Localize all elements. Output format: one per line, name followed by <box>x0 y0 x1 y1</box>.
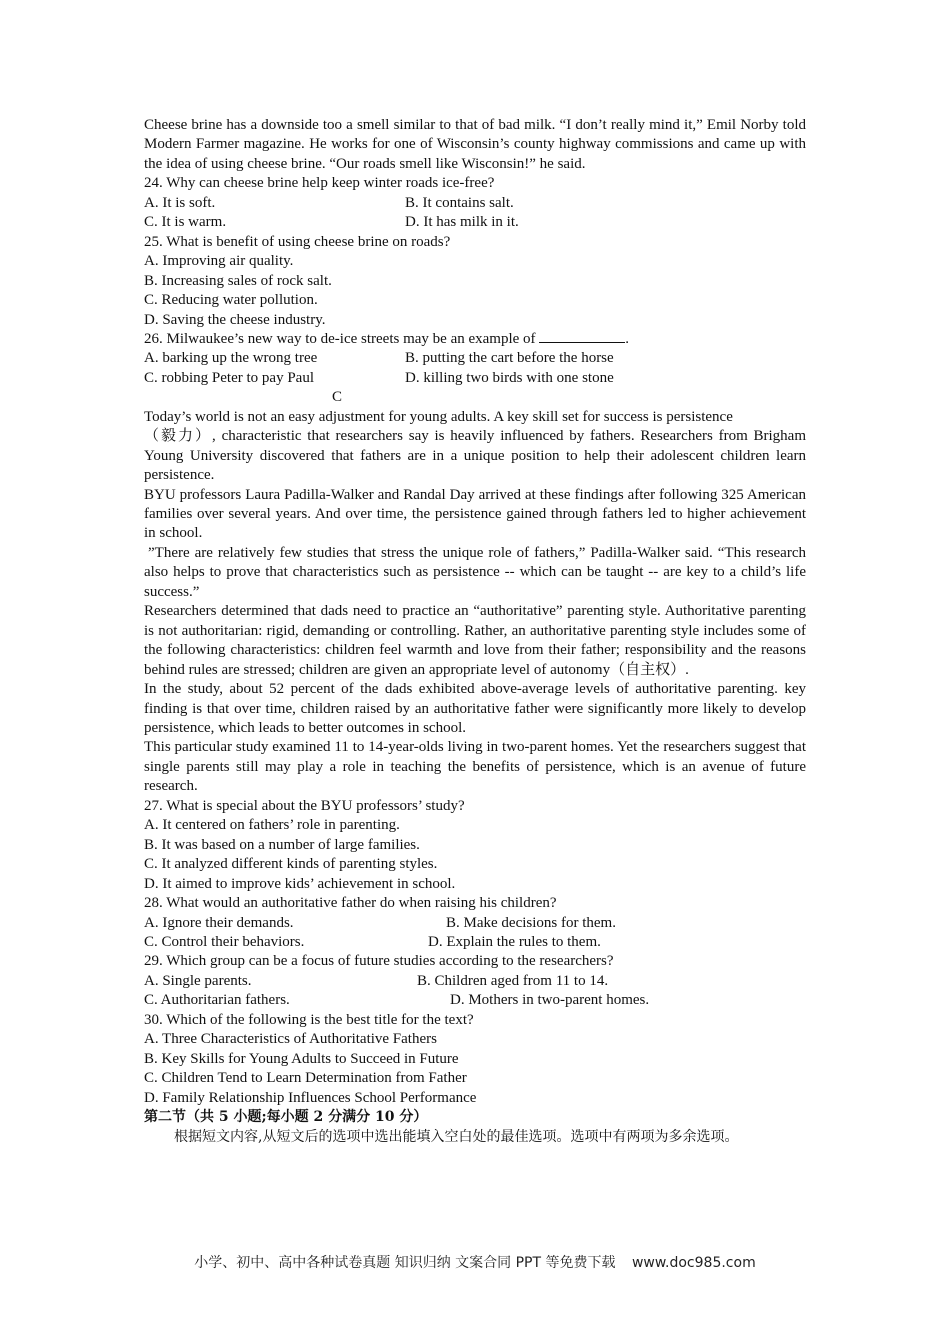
question-29-option-a: A. Single parents. <box>144 972 252 989</box>
question-26-stem <box>144 330 806 349</box>
question-27-option-c: C. It analyzed different kinds of parenting styles. <box>144 856 438 873</box>
question-29-option-b: B. Children aged from 11 to 14. <box>417 972 609 989</box>
passage-c-paragraph-4: Researchers determined that dads need to practice an “authoritative” parenting style. Authoritative parenting is not authoritarian: rigid, demanding or controlling. Rather, an authoritative parenting style includes some of the following characteristics: children feel warmth and love from their father; responsibility and the reasons behind rules are stressed; children are given an appropriate level of autonomy（自主权）. <box>144 603 806 678</box>
question-29-options-row2 <box>144 991 806 1010</box>
question-25-stem: 25. What is benefit of using cheese brine on roads? <box>144 233 451 250</box>
passage-c-paragraph-5: In the study, about 52 percent of the dads exhibited above-average levels of authoritative parenting. key finding is that over time, children raised by an authoritative father were significantly more likely to develop persistence, which leads to better outcomes in school. <box>144 681 806 736</box>
footer-url[interactable]: www.doc985.com <box>631 1255 756 1271</box>
section-two-title: 第二节（共 5 小题;每小题 2 分满分 10 分） <box>144 1108 428 1125</box>
question-27-option-b: B. It was based on a number of large families. <box>144 836 420 853</box>
question-26-option-a: A. barking up the wrong tree <box>144 350 318 367</box>
question-28-options-row2 <box>144 933 806 952</box>
question-25-option-d: D. Saving the cheese industry. <box>144 311 326 328</box>
question-30-option-b: B. Key Skills for Young Adults to Succeed in Future <box>144 1050 459 1067</box>
question-24-options-row1 <box>144 194 806 213</box>
question-28-option-b: B. Make decisions for them. <box>446 914 616 931</box>
question-26-stem-text: 26. Milwaukee’s new way to de-ice streets may be an example of <box>144 330 536 347</box>
question-24-options-row2 <box>144 213 806 232</box>
question-29-option-c: C. Authoritarian fathers. <box>144 992 290 1009</box>
question-26-option-c: C. robbing Peter to pay Paul <box>144 369 314 386</box>
question-29-option-d: D. Mothers in two-parent homes. <box>450 992 650 1009</box>
question-29-options-row1 <box>144 972 806 991</box>
passage-c-label: C <box>332 389 343 406</box>
question-25-option-b: B. Increasing sales of rock salt. <box>144 272 332 289</box>
question-26-option-b: B. putting the cart before the horse <box>405 350 614 367</box>
exam-page <box>144 116 806 1148</box>
passage-c-paragraph-1-cont: （毅力）, characteristic that researchers say is heavily influenced by fathers. Researchers from Brigham Young University discovered that fathers are in a unique position to help their adolescent children learn persistence. <box>144 428 806 484</box>
passage-c-paragraph-3: ”There are relatively few studies that stress the unique role of fathers,” Padilla-Walker said. “This research also helps to prove that characteristics such as persistence -- which can be taught -- are key to a child’s life success.” <box>144 544 806 600</box>
passage-c-paragraph-6: This particular study examined 11 to 14-year-olds living in two-parent homes. Yet the researchers suggest that single parents still may play a role in teaching the benefits of persistence, which is an avenue of future research. <box>144 739 806 795</box>
question-24-option-b: B. It contains salt. <box>405 194 514 211</box>
question-24-stem: 24. Why can cheese brine help keep winter roads ice-free? <box>144 175 495 192</box>
question-28-options-row1 <box>144 914 806 933</box>
footer-text: 小学、初中、高中各种试卷真题 知识归纳 文案合同 PPT 等免费下载 <box>194 1255 616 1271</box>
question-24-option-d: D. It has milk in it. <box>405 214 519 231</box>
page-footer <box>0 1252 950 1272</box>
question-30-option-a: A. Three Characteristics of Authoritative Fathers <box>144 1031 437 1048</box>
question-28-stem: 28. What would an authoritative father do when raising his children? <box>144 895 557 912</box>
question-26-stem-end: . <box>625 330 630 347</box>
answer-blank <box>539 330 625 343</box>
question-27-option-d: D. It aimed to improve kids’ achievement in school. <box>144 875 456 892</box>
question-30-option-d: D. Family Relationship Influences School Performance <box>144 1089 477 1106</box>
question-28-option-a: A. Ignore their demands. <box>144 914 294 931</box>
passage-c-paragraph-2: BYU professors Laura Padilla-Walker and Randal Day arrived at these findings after following 325 American families over several years. And over time, the persistence gained through fathers led to higher achievement in school. <box>144 486 806 542</box>
passage-c-paragraph-1 <box>144 408 806 486</box>
question-28-option-d: D. Explain the rules to them. <box>428 933 601 950</box>
question-24-option-c: C. It is warm. <box>144 214 227 231</box>
section-two-instructions: 根据短文内容,从短文后的选项中选出能填入空白处的最佳选项。选项中有两项为多余选项。 <box>174 1129 739 1146</box>
question-28-option-c: C. Control their behaviors. <box>144 933 305 950</box>
question-25-option-a: A. Improving air quality. <box>144 253 294 270</box>
question-29-stem: 29. Which group can be a focus of future studies according to the researchers? <box>144 953 614 970</box>
question-30-option-c: C. Children Tend to Learn Determination from Father <box>144 1070 467 1087</box>
passage-c-paragraph-1-text: Today’s world is not an easy adjustment for young adults. A key skill set for success is persistence <box>144 408 733 425</box>
question-27-stem: 27. What is special about the BYU professors’ study? <box>144 797 465 814</box>
question-24-option-a: A. It is soft. <box>144 194 216 211</box>
question-30-stem: 30. Which of the following is the best title for the text? <box>144 1011 474 1028</box>
question-26-options-row1 <box>144 349 806 368</box>
question-27-option-a: A. It centered on fathers’ role in parenting. <box>144 817 400 834</box>
question-25-option-c: C. Reducing water pollution. <box>144 292 318 309</box>
passage-b-closing-paragraph: Cheese brine has a downside too a smell similar to that of bad milk. “I don’t really mind it,” Emil Norby told Modern Farmer magazine. He works for one of Wisconsin’s county highway commissions and came up with the idea of using cheese brine. “Our roads smell like Wisconsin!” he said. <box>144 117 806 172</box>
question-26-options-row2 <box>144 369 806 388</box>
question-26-option-d: D. killing two birds with one stone <box>405 369 614 386</box>
